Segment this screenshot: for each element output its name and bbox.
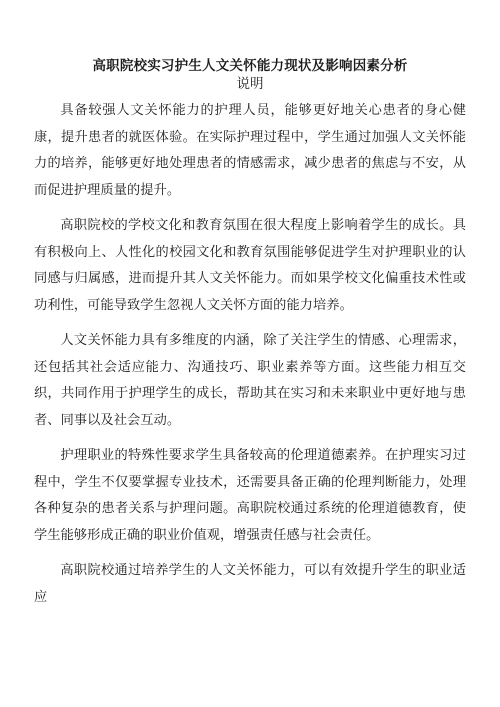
paragraph-5: 高职院校通过培养学生的人文关怀能力，可以有效提升学生的职业适应: [34, 563, 466, 605]
document-title: 高职院校实习护生人文关怀能力现状及影响因素分析: [92, 58, 408, 74]
paragraph-3: 人文关怀能力具有多维度的内涵，除了关注学生的情感、心理需求，还包括其社会适应能力、沟通技巧、职业素养等方面。这些能力相互交织，共同作用于护理学生的成长，帮助其在实习和未来职业中更好地与患者、同事以及社会互动。: [34, 333, 466, 428]
paragraph-2: 高职院校的学校文化和教育氛围在很大程度上影响着学生的成长。具有积极向上、人性化的校园文化和教育氛围能够促进学生对护理职业的认同感与归属感，进而提升其人文关怀能力。而如果学校文化偏重技术性或功利性，可能导致学生忽视人文关怀方面的能力培养。: [34, 218, 466, 313]
document-subtitle: 说明: [236, 76, 264, 92]
paragraph-1: 具备较强人文关怀能力的护理人员，能够更好地关心患者的身心健康，提升患者的就医体验。在实际护理过程中，学生通过加强人文关怀能力的培养，能够更好地处理患者的情感需求，减少患者的焦虑与不安，从而促进护理质量的提升。: [34, 103, 466, 198]
paragraph-4: 护理职业的特殊性要求学生具备较高的伦理道德素养。在护理实习过程中，学生不仅要掌握专业技术，还需要具备正确的伦理判断能力，处理各种复杂的患者关系与护理问题。高职院校通过系统的伦理道德教育，使学生能够形成正确的职业价值观，增强责任感与社会责任。: [34, 448, 466, 543]
